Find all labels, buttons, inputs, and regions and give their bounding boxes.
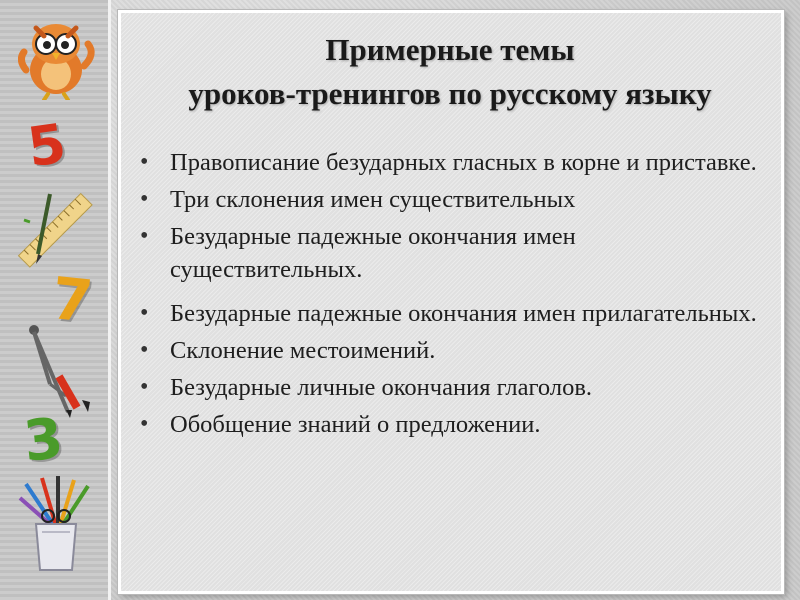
ruler-pencil-icon bbox=[16, 190, 96, 272]
list-item: • Безударные падежные окончания имен существительных. bbox=[140, 220, 760, 286]
decor-strip bbox=[0, 0, 111, 600]
list-item: • Безударные падежные окончания имен прилагательных. bbox=[140, 297, 760, 330]
list-item: • Три склонения имен существительных bbox=[140, 183, 760, 216]
title-line-2: уроков-тренингов по русскому языку bbox=[188, 76, 712, 111]
list-item: • Безударные личные окончания глаголов. bbox=[140, 371, 760, 404]
pencil-cup-icon bbox=[14, 476, 98, 572]
list-item: • Обобщение знаний о предложении. bbox=[140, 408, 760, 441]
compass-icon bbox=[20, 322, 100, 418]
slide-title bbox=[120, 28, 780, 116]
number-seven: 7 bbox=[48, 264, 96, 336]
list-item: • Правописание безударных гласных в корне и приставке. bbox=[140, 146, 760, 179]
number-three: 3 bbox=[20, 406, 67, 475]
title-line-1: Примерные темы bbox=[325, 32, 575, 67]
number-five: 5 bbox=[23, 111, 70, 180]
owl-icon bbox=[18, 14, 96, 100]
topic-list bbox=[140, 146, 760, 445]
list-item: • Склонение местоимений. bbox=[140, 334, 760, 367]
